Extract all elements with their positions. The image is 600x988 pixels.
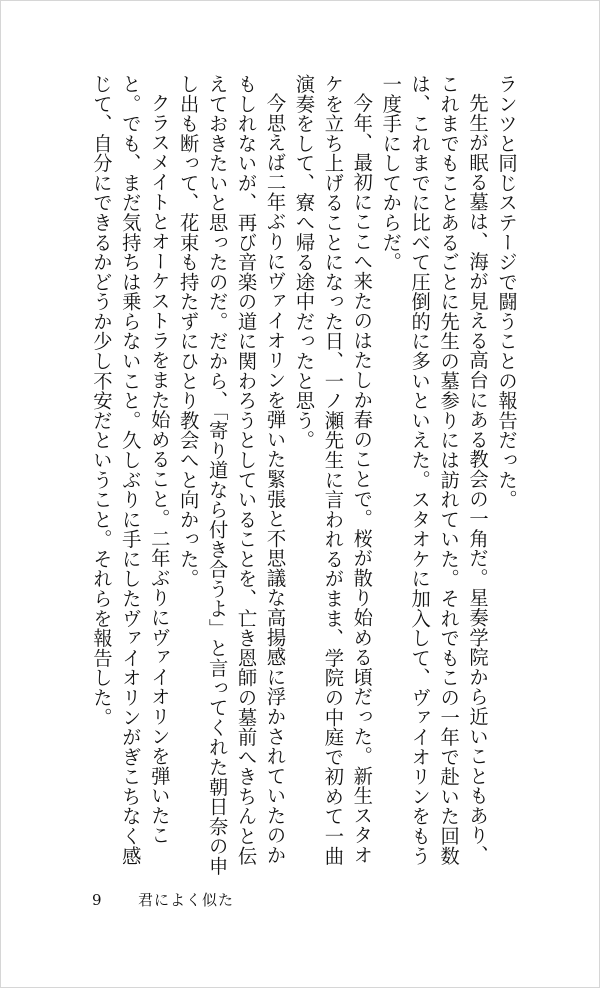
page-number: 9 — [92, 890, 102, 909]
paragraph-1: ランツと同じステージで闘うことの報告だった。 — [495, 74, 518, 510]
paragraph-4: 今思えば二年ぶりにヴァイオリンを弾いた緊張と不思議な高揚感に浮かされていたのかもしれないが、再び音楽の道に関わろうとしていることを、亡き恩師の墓前へきちんと伝えておきたいと思ったのだ。だから、「寄り道なら付き合うよ」と言ってくれた朝日奈の申し出も断って、花束も持たずにひとり教会へと向かった。 — [176, 74, 287, 876]
page-footer — [92, 889, 234, 910]
running-title: 君によく似た — [138, 891, 235, 909]
paragraph-5: クラスメイトとオーケストラをまた始めること。二年ぶりにヴァイオリンを弾いたこと。でも、まだ気持ちは乗らないこと。久しぶりに手にしたヴァイオリンがぎこちなく感じて、自分にできるかどうか少し不安だということ。それらを報告した。 — [89, 74, 171, 866]
paragraph-3: 今年、最初にここへ来たのはたしか春のことで。桜が散り始める頃だった。新生スタオケを立ち上げることになった日、一ノ瀬先生に言われるがまま、学院の中庭で初めて一曲演奏をして、寮へ帰る途中だったと思う。 — [292, 74, 374, 866]
body-text — [80, 74, 520, 884]
paragraph-2: 先生が眠る墓は、海が見える高台にある教会の一角だ。星奏学院から近いこともあり、これまでもことあるごとに先生の墓参りには訪れていた。それでもこの一年で赴いた回数は、これまでに比べて圧倒的に多いといえた。スタオケに加入して、ヴァイオリンをもう一度手にしてからだ。 — [379, 74, 490, 866]
